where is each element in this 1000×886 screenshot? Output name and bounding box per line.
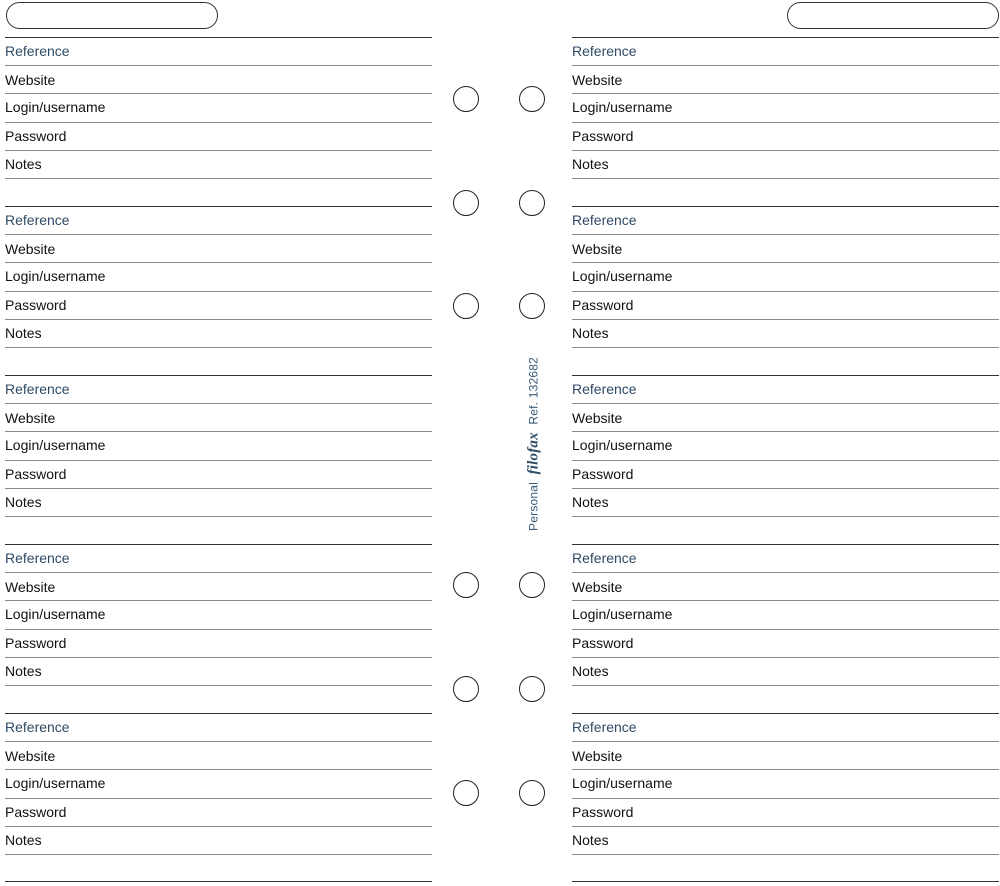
- website-label: Website: [572, 72, 623, 88]
- password-label: Password: [5, 635, 67, 651]
- entry-line[interactable]: [5, 769, 432, 770]
- entry-line[interactable]: [5, 854, 432, 855]
- password-label: Password: [572, 297, 634, 313]
- login-label: Login/username: [572, 775, 673, 791]
- entry-line[interactable]: [572, 741, 999, 742]
- punch-hole: [453, 190, 479, 216]
- entry-line[interactable]: [572, 93, 999, 94]
- reference-label: Reference: [572, 550, 637, 566]
- entry-line[interactable]: [5, 629, 432, 630]
- entry-line[interactable]: [572, 65, 999, 66]
- right-tab-field[interactable]: [787, 2, 999, 29]
- entry-line[interactable]: [572, 798, 999, 799]
- website-label: Website: [5, 72, 56, 88]
- reference-label: Reference: [572, 43, 637, 59]
- punch-hole: [453, 293, 479, 319]
- entry-line[interactable]: [5, 234, 432, 235]
- entry-line[interactable]: [572, 629, 999, 630]
- punch-hole: [519, 190, 545, 216]
- punch-hole: [453, 572, 479, 598]
- entry-line[interactable]: [5, 572, 432, 573]
- website-label: Website: [5, 579, 56, 595]
- notes-label: Notes: [5, 832, 42, 848]
- entry-line[interactable]: [5, 291, 432, 292]
- entry-line[interactable]: [5, 262, 432, 263]
- entry-line[interactable]: [572, 769, 999, 770]
- entry-line[interactable]: [5, 319, 432, 320]
- right-page: [572, 0, 999, 886]
- entry-top-rule: [572, 713, 999, 714]
- entry-line[interactable]: [572, 600, 999, 601]
- entry-top-rule: [5, 544, 432, 545]
- password-label: Password: [5, 804, 67, 820]
- password-label: Password: [572, 466, 634, 482]
- notes-label: Notes: [572, 663, 609, 679]
- entry-line[interactable]: [5, 122, 432, 123]
- entry-line[interactable]: [572, 262, 999, 263]
- notes-label: Notes: [5, 663, 42, 679]
- login-label: Login/username: [572, 606, 673, 622]
- website-label: Website: [572, 748, 623, 764]
- entry-top-rule: [572, 37, 999, 38]
- login-label: Login/username: [5, 268, 106, 284]
- entry-line[interactable]: [5, 516, 432, 517]
- entry-line[interactable]: [572, 431, 999, 432]
- reference-label: Reference: [5, 719, 70, 735]
- entry-line[interactable]: [5, 178, 432, 179]
- entry-line[interactable]: [572, 488, 999, 489]
- entry-top-rule: [5, 206, 432, 207]
- entry-line[interactable]: [572, 347, 999, 348]
- website-label: Website: [572, 241, 623, 257]
- entry-line[interactable]: [5, 826, 432, 827]
- notes-label: Notes: [572, 325, 609, 341]
- entry-line[interactable]: [5, 685, 432, 686]
- notes-label: Notes: [5, 325, 42, 341]
- reference-label: Reference: [572, 212, 637, 228]
- website-label: Website: [5, 241, 56, 257]
- punch-hole: [519, 780, 545, 806]
- bottom-rule: [572, 881, 999, 882]
- reference-label: Reference: [572, 381, 637, 397]
- entry-line[interactable]: [572, 122, 999, 123]
- website-label: Website: [5, 748, 56, 764]
- punch-hole: [453, 86, 479, 112]
- login-label: Login/username: [5, 775, 106, 791]
- entry-line[interactable]: [572, 403, 999, 404]
- reference-label: Reference: [5, 381, 70, 397]
- entry-line[interactable]: [572, 516, 999, 517]
- entry-line[interactable]: [5, 741, 432, 742]
- entry-line[interactable]: [5, 65, 432, 66]
- login-label: Login/username: [5, 606, 106, 622]
- entry-line[interactable]: [572, 657, 999, 658]
- entry-line[interactable]: [572, 572, 999, 573]
- entry-line[interactable]: [5, 798, 432, 799]
- entry-line[interactable]: [5, 347, 432, 348]
- punch-hole: [453, 676, 479, 702]
- filofax-branding: [526, 357, 543, 531]
- entry-line[interactable]: [572, 460, 999, 461]
- entry-line[interactable]: [5, 431, 432, 432]
- login-label: Login/username: [572, 437, 673, 453]
- login-label: Login/username: [572, 99, 673, 115]
- reference-label: Reference: [5, 212, 70, 228]
- password-label: Password: [572, 635, 634, 651]
- login-label: Login/username: [5, 437, 106, 453]
- notes-label: Notes: [5, 156, 42, 172]
- bottom-rule: [5, 881, 432, 882]
- entry-line[interactable]: [572, 150, 999, 151]
- notes-label: Notes: [572, 494, 609, 510]
- left-page: [5, 0, 432, 886]
- ref-number: Ref. 132682: [526, 357, 541, 425]
- entry-line[interactable]: [5, 488, 432, 489]
- punch-hole: [453, 780, 479, 806]
- size-label: Personal: [526, 481, 541, 531]
- entry-line[interactable]: [5, 460, 432, 461]
- login-label: Login/username: [572, 268, 673, 284]
- entry-line[interactable]: [572, 234, 999, 235]
- entry-top-rule: [572, 206, 999, 207]
- entry-line[interactable]: [5, 600, 432, 601]
- entry-top-rule: [572, 375, 999, 376]
- punch-hole: [519, 86, 545, 112]
- entry-top-rule: [5, 37, 432, 38]
- entry-top-rule: [5, 713, 432, 714]
- website-label: Website: [572, 410, 623, 426]
- login-label: Login/username: [5, 99, 106, 115]
- entry-line[interactable]: [572, 291, 999, 292]
- reference-label: Reference: [5, 550, 70, 566]
- filofax-logo: filofax: [525, 432, 542, 475]
- notes-label: Notes: [572, 832, 609, 848]
- password-label: Password: [5, 128, 67, 144]
- website-label: Website: [5, 410, 56, 426]
- notes-label: Notes: [5, 494, 42, 510]
- entry-line[interactable]: [572, 178, 999, 179]
- entry-line[interactable]: [572, 319, 999, 320]
- entry-top-rule: [5, 375, 432, 376]
- entry-line[interactable]: [5, 150, 432, 151]
- punch-hole: [519, 293, 545, 319]
- punch-hole: [519, 676, 545, 702]
- entry-line[interactable]: [572, 685, 999, 686]
- entry-line[interactable]: [572, 826, 999, 827]
- punch-hole: [519, 572, 545, 598]
- entry-line[interactable]: [5, 93, 432, 94]
- entry-line[interactable]: [572, 854, 999, 855]
- website-label: Website: [572, 579, 623, 595]
- left-tab-field[interactable]: [6, 2, 218, 29]
- reference-label: Reference: [5, 43, 70, 59]
- password-label: Password: [5, 297, 67, 313]
- entry-top-rule: [572, 544, 999, 545]
- notes-label: Notes: [572, 156, 609, 172]
- password-label: Password: [5, 466, 67, 482]
- entry-line[interactable]: [5, 403, 432, 404]
- reference-label: Reference: [572, 719, 637, 735]
- password-label: Password: [572, 804, 634, 820]
- entry-line[interactable]: [5, 657, 432, 658]
- password-label: Password: [572, 128, 634, 144]
